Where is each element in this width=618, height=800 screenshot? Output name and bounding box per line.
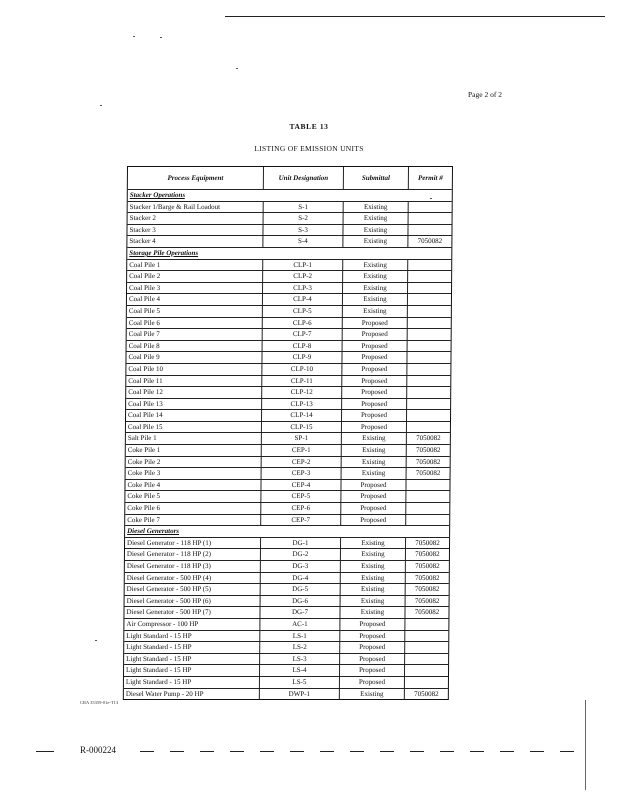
unit-designation-cell: CLP-13 (261, 399, 341, 410)
table-row (125, 548, 449, 560)
unit-designation-cell: CLP-6 (262, 318, 342, 329)
submittal-cell: Proposed (341, 399, 406, 410)
permit-cell (405, 515, 449, 526)
process-equipment-cell: Diesel Water Pump - 20 HP (125, 689, 204, 698)
unit-designation-cell: DG-4 (260, 573, 340, 584)
submittal-cell: Proposed (339, 642, 404, 653)
unit-designation-cell: DG-5 (260, 584, 340, 595)
permit-cell: 7050082 (407, 236, 451, 247)
permit-cell (405, 503, 449, 514)
unit-designation-cell: CLP-15 (261, 422, 341, 433)
submittal-cell: Existing (341, 433, 406, 444)
submittal-cell: Existing (342, 283, 407, 294)
submittal-cell: Existing (343, 213, 408, 224)
unit-designation-cell: S-2 (263, 213, 343, 224)
table-row (126, 363, 450, 375)
process-equipment-cell: Coke Pile 6 (127, 504, 161, 513)
permit-cell: 7050082 (406, 457, 450, 468)
unit-designation-cell: CEP-7 (260, 515, 340, 526)
permit-cell: 7050082 (405, 596, 449, 607)
permit-cell: 7050082 (405, 561, 449, 572)
permit-cell (407, 341, 451, 352)
table-row (127, 282, 451, 294)
table-row (127, 328, 451, 340)
unit-designation-cell: S-4 (262, 236, 342, 247)
permit-cell (404, 642, 448, 653)
permit-cell: 7050082 (406, 468, 450, 479)
submittal-cell: Proposed (339, 631, 404, 642)
unit-designation-cell: LS-2 (259, 642, 339, 653)
process-equipment-cell: Stacker 3 (129, 225, 156, 234)
permit-cell (406, 399, 450, 410)
table-row (127, 340, 451, 352)
table-row (127, 317, 451, 329)
bates-number: R-000224 (80, 745, 116, 755)
submittal-cell: Existing (342, 271, 407, 282)
table-row (124, 688, 448, 700)
permit-cell (405, 491, 449, 502)
permit-cell (407, 271, 451, 282)
submittal-cell: Existing (342, 260, 407, 271)
table-row (125, 514, 449, 526)
unit-designation-cell: LS-5 (259, 677, 339, 688)
process-equipment-cell: Light Standard - 15 HP (126, 643, 192, 652)
table-row (126, 375, 450, 387)
submittal-cell: Existing (340, 584, 405, 595)
table-row (127, 224, 451, 236)
submittal-cell: Proposed (339, 665, 404, 676)
process-equipment-cell: Coke Pile 5 (127, 492, 161, 501)
permit-cell (407, 225, 451, 236)
table-row (126, 432, 450, 444)
table-row (126, 444, 450, 456)
unit-designation-cell: CLP-4 (262, 294, 342, 305)
table-row (128, 212, 452, 224)
process-equipment-cell: Diesel Generator - 500 HP (7) (126, 608, 211, 617)
footer-dash (36, 751, 54, 752)
table-row (126, 386, 450, 398)
unit-designation-cell: CEP-4 (260, 480, 340, 491)
submittal-cell: Proposed (340, 515, 405, 526)
unit-designation-cell: SP-1 (261, 433, 341, 444)
permit-cell: 7050082 (404, 607, 448, 618)
scan-speck (95, 640, 97, 641)
permit-cell (406, 422, 450, 433)
table-row (125, 490, 449, 502)
process-equipment-cell: Coke Pile 3 (127, 469, 161, 478)
permit-cell (404, 654, 448, 665)
unit-designation-cell: CLP-5 (262, 306, 342, 317)
scan-speck (160, 37, 162, 38)
submittal-cell: Proposed (341, 422, 406, 433)
permit-cell (407, 329, 451, 340)
table-row (125, 560, 449, 572)
table-row (126, 467, 450, 479)
process-equipment-cell: Air Compressor - 100 HP (126, 619, 199, 628)
table-row (124, 664, 448, 676)
footer-dashes (140, 751, 580, 752)
scan-edge-line (585, 700, 586, 790)
unit-designation-cell: CLP-12 (261, 387, 341, 398)
section-header-row (125, 525, 449, 537)
process-equipment-cell: Diesel Generator - 118 HP (3) (126, 562, 211, 570)
process-equipment-cell: Diesel Generator - 500 HP (5) (126, 585, 212, 594)
table-title: TABLE 13 (289, 122, 329, 131)
table-row (127, 270, 451, 282)
submittal-cell: Existing (341, 457, 406, 468)
permit-cell (405, 480, 449, 491)
submittal-cell: Proposed (340, 480, 405, 491)
submittal-cell: Proposed (341, 387, 406, 398)
permit-cell (404, 677, 448, 688)
submittal-cell: Proposed (342, 341, 407, 352)
table-row (126, 409, 450, 421)
process-equipment-cell: Coke Pile 1 (127, 446, 161, 455)
permit-cell (406, 352, 450, 363)
table-row (124, 630, 448, 642)
table-row (127, 305, 451, 317)
process-equipment-cell: Coke Pile 7 (127, 515, 160, 524)
unit-designation-cell: CLP-8 (262, 341, 342, 352)
submittal-cell: Existing (342, 294, 407, 305)
process-equipment-cell: Coal Pile 2 (129, 272, 161, 281)
unit-designation-cell: AC-1 (259, 619, 339, 630)
permit-cell (408, 213, 452, 224)
unit-designation-cell: CEP-1 (261, 445, 341, 456)
submittal-cell: Existing (340, 573, 405, 584)
scan-speck (133, 36, 135, 37)
table-row (124, 676, 448, 688)
table-row (127, 235, 451, 247)
unit-designation-cell: DG-2 (260, 549, 340, 560)
submittal-cell: Existing (339, 689, 404, 700)
table-row (125, 583, 449, 595)
table-row (126, 398, 450, 410)
permit-cell (408, 202, 452, 213)
section-label: Diesel Generators (127, 527, 180, 536)
submittal-cell: Proposed (341, 410, 406, 421)
submittal-cell: Proposed (340, 503, 405, 514)
column-header: Permit # (408, 167, 452, 189)
unit-designation-cell: CLP-9 (261, 352, 341, 363)
unit-designation-cell: S-3 (262, 225, 342, 236)
process-equipment-cell: Stacker 1/Barge & Rail Loadout (129, 202, 221, 211)
permit-cell (407, 283, 451, 294)
process-equipment-cell: Stacker 4 (129, 237, 156, 246)
submittal-cell: Existing (340, 596, 405, 607)
process-equipment-cell: Coal Pile 6 (128, 318, 160, 327)
submittal-cell: Existing (341, 468, 406, 479)
permit-cell (406, 376, 450, 387)
submittal-cell: Proposed (341, 364, 406, 375)
submittal-cell: Proposed (342, 329, 407, 340)
process-equipment-cell: Coal Pile 14 (128, 411, 163, 420)
unit-designation-cell: LS-3 (259, 654, 339, 665)
permit-cell (404, 619, 448, 630)
unit-designation-cell: CEP-3 (261, 468, 341, 479)
process-equipment-cell: Coke Pile 4 (127, 480, 161, 489)
scan-speck (236, 68, 238, 69)
table-row (125, 537, 449, 549)
unit-designation-cell: DG-7 (259, 607, 339, 618)
submittal-cell: Existing (342, 236, 407, 247)
submittal-cell: Proposed (340, 491, 405, 502)
permit-cell (404, 665, 448, 676)
permit-cell (406, 364, 450, 375)
table-row (124, 641, 448, 653)
unit-designation-cell: CLP-11 (261, 376, 341, 387)
unit-designation-cell: LS-4 (259, 665, 339, 676)
unit-designation-cell: CLP-14 (261, 410, 341, 421)
section-label: Storage Pile Operations (129, 248, 199, 257)
column-header: Submittal (343, 167, 408, 189)
unit-designation-cell: CEP-5 (260, 491, 340, 502)
submittal-cell: Proposed (339, 677, 404, 688)
table-row (124, 606, 448, 618)
unit-designation-cell: LS-1 (259, 631, 339, 642)
permit-cell (407, 318, 451, 329)
process-equipment-cell: Coal Pile 1 (129, 260, 161, 269)
scan-speck (100, 105, 102, 106)
unit-designation-cell: DG-3 (260, 561, 340, 572)
submittal-cell: Proposed (341, 352, 406, 363)
process-equipment-cell: Diesel Generator - 118 HP (2) (126, 550, 212, 559)
submittal-cell: Existing (342, 225, 407, 236)
table-subtitle: LISTING OF EMISSION UNITS (254, 144, 364, 153)
permit-cell (404, 631, 448, 642)
permit-cell (406, 410, 450, 421)
table-row (127, 259, 451, 271)
unit-designation-cell: S-1 (263, 202, 343, 213)
process-equipment-cell: Diesel Generator - 500 HP (6) (126, 596, 211, 605)
table-row (128, 201, 452, 213)
unit-designation-cell: DWP-1 (259, 689, 339, 700)
permit-cell: 7050082 (405, 549, 449, 560)
process-equipment-cell: Coal Pile 10 (128, 364, 164, 373)
permit-cell: 7050082 (405, 538, 449, 549)
submittal-cell: Existing (343, 202, 408, 213)
permit-cell: 7050082 (405, 573, 449, 584)
table-row (125, 502, 449, 514)
submittal-cell: Proposed (339, 619, 404, 630)
unit-designation-cell: CEP-6 (260, 503, 340, 514)
permit-cell (407, 306, 451, 317)
table-row (125, 572, 449, 584)
unit-designation-cell: CLP-7 (262, 329, 342, 340)
emission-units-table (123, 166, 453, 700)
unit-designation-cell: CLP-10 (261, 364, 341, 375)
process-equipment-cell: Coal Pile 15 (127, 422, 163, 431)
process-equipment-cell: Salt Pile 1 (127, 434, 157, 443)
submittal-cell: Existing (340, 538, 405, 549)
submittal-cell: Proposed (342, 318, 407, 329)
submittal-cell: Existing (339, 607, 404, 618)
unit-designation-cell: CLP-2 (262, 271, 342, 282)
process-equipment-cell: Light Standard - 15 HP (126, 631, 192, 640)
process-equipment-cell: Light Standard - 15 HP (125, 677, 192, 686)
submittal-cell: Existing (341, 445, 406, 456)
process-equipment-cell: Light Standard - 15 HP (126, 654, 192, 663)
process-equipment-cell: Coal Pile 13 (128, 399, 163, 408)
submittal-cell: Existing (340, 549, 405, 560)
table-row (126, 351, 450, 363)
table-row (124, 618, 448, 630)
unit-designation-cell: CEP-2 (261, 457, 341, 468)
section-header-row (128, 189, 452, 201)
process-equipment-cell: Coal Pile 12 (128, 388, 163, 397)
process-equipment-cell: Stacker 2 (129, 214, 156, 223)
process-equipment-cell: Coal Pile 5 (128, 306, 161, 315)
process-equipment-cell: Diesel Generator - 500 HP (4) (126, 573, 212, 582)
permit-cell (407, 294, 451, 305)
process-equipment-cell: Coal Pile 9 (128, 353, 160, 362)
permit-cell: 7050082 (404, 689, 448, 700)
table-row (125, 479, 449, 491)
unit-designation-cell: CLP-3 (262, 283, 342, 294)
table-row (125, 595, 449, 607)
table-row (126, 456, 450, 468)
submittal-cell: Proposed (341, 376, 406, 387)
submittal-cell: Proposed (339, 654, 404, 665)
process-equipment-cell: Diesel Generator - 118 HP (1) (127, 538, 212, 547)
process-equipment-cell: Coal Pile 4 (128, 295, 161, 304)
process-equipment-cell: Coke Pile 2 (127, 457, 161, 466)
permit-cell: 7050082 (406, 433, 450, 444)
unit-designation-cell: CLP-1 (262, 260, 342, 271)
process-equipment-cell: Light Standard - 15 HP (126, 666, 192, 675)
document-code: CRA 35359-01e-T13 (80, 700, 119, 705)
table-row (126, 421, 450, 433)
permit-cell (406, 387, 450, 398)
unit-designation-cell: DG-6 (260, 596, 340, 607)
section-header-row (127, 247, 451, 259)
submittal-cell: Existing (342, 306, 407, 317)
permit-cell: 7050082 (405, 584, 449, 595)
table-row (127, 293, 451, 305)
page-number: Page 2 of 2 (468, 90, 502, 99)
process-equipment-cell: Coal Pile 11 (128, 376, 163, 385)
column-header: Unit Designation (263, 167, 343, 189)
process-equipment-cell: Coal Pile 3 (129, 283, 161, 292)
column-header: Process Equipment (167, 174, 224, 182)
table-header-row (128, 167, 452, 189)
permit-cell: 7050082 (406, 445, 450, 456)
unit-designation-cell: DG-1 (260, 538, 340, 549)
submittal-cell: Existing (340, 561, 405, 572)
process-equipment-cell: Coal Pile 7 (128, 330, 160, 339)
table-row (124, 653, 448, 665)
section-label: Stacker Operations (129, 191, 186, 199)
permit-cell (407, 260, 451, 271)
process-equipment-cell: Coal Pile 8 (128, 341, 160, 350)
top-scan-line (225, 16, 605, 17)
